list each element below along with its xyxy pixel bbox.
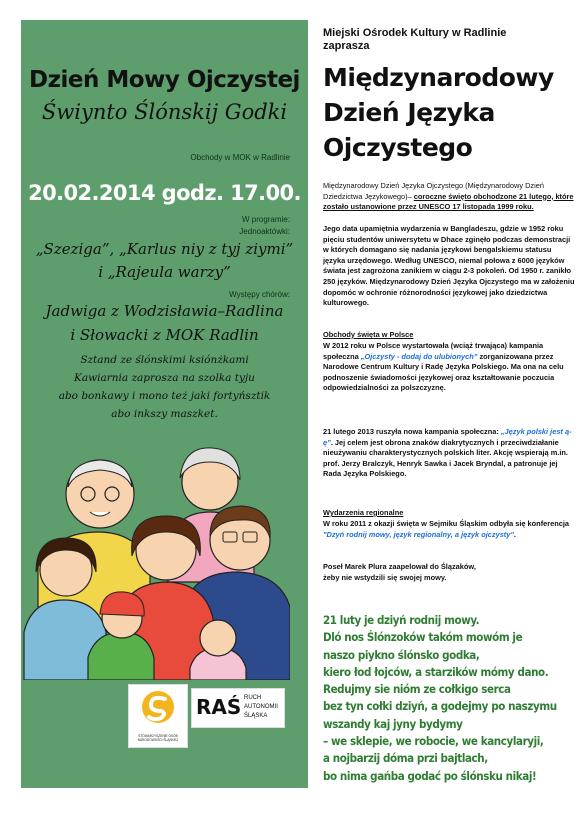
venue-note: Obchody w MOK w Radlinie <box>190 153 290 162</box>
silesian-poem <box>323 612 578 785</box>
poem-line: bo nima gańba godać po ślónsku nikaj! <box>323 768 537 783</box>
choir-2: i Słowacki z MOK Radlin <box>70 326 259 344</box>
main-title-line-3: Ojczystego <box>323 133 473 162</box>
poem-line: bez tyn cołki dziyń, a godejmy po naszymu <box>323 699 557 714</box>
poem-line: – we sklepie, we robocie, we kancylaryji, <box>323 734 544 749</box>
heading-regional <box>323 508 575 519</box>
event-subtitle: Świynto Ślónskij Godki <box>41 100 288 124</box>
poem-line: a nojbarzij dóma przi bajtlach, <box>323 751 488 766</box>
definition-text: Międzynarodowy Dzień Języka Ojczystego (Międzynarodowy Dzień Dziedzictwa Językowego)– <box>323 181 544 201</box>
ras-line-2: AUTONOMII <box>244 704 278 710</box>
choirs-label: Występy chórów: <box>229 290 290 299</box>
ras-logo <box>191 688 285 728</box>
heading-regional-text: Wydarzenia regionalne <box>323 508 404 517</box>
ras-letters: RAŚ <box>196 695 242 719</box>
poem-line: Dló nos Ślónzoków takóm mowóm je <box>323 630 523 645</box>
poem-line: kiero łod łojców, a starzików mómy dano. <box>323 664 549 679</box>
choir-1: Jadwiga z Wodzisławia–Radlina <box>45 302 284 320</box>
note-3: abo bonkawy i mono też jaki fortyńsztik <box>58 390 271 402</box>
conference-end: . <box>513 529 516 539</box>
ras-line-3: ŚLĄSKA <box>244 713 268 719</box>
logo1-caption: STOWARZYSZENIE OSÓB NARODOWOŚCI ŚLĄSKIEJ <box>137 734 179 742</box>
conference-name: "Dzyń rodnij mowy, język regionalny, a język ojczysty" <box>323 529 514 539</box>
poem-line: wszandy kaj jyny bydymy <box>323 716 463 731</box>
history-text: Jego data upamiętnia wydarzenia w Bangladeszu, gdzie w 1952 roku pięciu studentów uniwersytetu w Dhace zginęło podczas demonstracji w których domagano się nadania językowi bengalskiemu statusu języka urzędowego. Według UNESCO, niemal połowa z 6000 języków świata jest zagrożona zanikiem w ciągu 2-3 pokoleń. Od 1950 r. zanikło 250 języków. Międzynarodowy Dzień Języka Ojczystego ma w założeniu dopomóc w ochronie różnorodności językowej jako dziedzictwa kulturowego. <box>323 224 575 308</box>
plura-text: Poseł Marek Plura zaapelował do Ślązaków, żeby nie wstydzili się swojej mowy. <box>323 562 476 582</box>
campaign-2012-name: „Ojczysty - dodaj do ulubionych” <box>360 351 478 361</box>
family-illustration <box>18 432 290 680</box>
campaign-2013-rest: . Jej celem jest obrona znaków diakrytycznych i przeciwdziałanie nieużywaniu charakterystycznych polskich liter. Akcję wspierają m.in. prof. Jerzy Bralczyk, Henryk Sawka i Jacek Bryndal, a patronuje jej Rada Języka Polskiego. <box>323 437 568 479</box>
event-title: Dzień Mowy Ojczystej <box>29 67 300 93</box>
paragraph-history <box>323 224 575 309</box>
campaign-2012-intro: W 2012 roku w Polsce wystartowała (wciąż trwająca) kampania społeczna <box>323 341 544 361</box>
main-title-line-1: Międzynarodowy <box>323 63 554 92</box>
campaign-2013-name: „Język polski jest ą-ę” <box>323 427 572 447</box>
paragraph-conference <box>323 519 575 540</box>
paragraph-campaign-2012 <box>323 341 575 394</box>
heading-poland <box>323 330 575 341</box>
plays-line-2: i „Rajeula warzy” <box>98 263 231 281</box>
definition-date: coroczne święto obchodzone 21 lutego, które zostało ustanowione przez UNESCO 17 listopada 1999 roku. <box>323 191 574 212</box>
paragraph-plura <box>323 562 483 583</box>
conference-intro: W roku 2011 z okazji święta w Sejmiku Śląskim odbyła się konferencja <box>323 519 570 528</box>
note-2: Kawiarnia zaprosza na szolka tyju <box>74 372 255 384</box>
paragraph-definition <box>323 181 575 213</box>
actors-label: Jednoaktówki: <box>239 227 290 236</box>
organizer-intro <box>323 27 506 53</box>
heading-poland-text: Obchody święta w Polsce <box>323 330 414 339</box>
main-title <box>323 60 573 165</box>
campaign-2012-rest: zorganizowana przez Narodowe Centrum Kultury i Radę Języka Polskiego. Ma ona na celu podnoszenie świadomości językowej oraz kształtowanie poczucia odpowiedzialności za polszczyznę. <box>323 351 564 393</box>
note-1: Sztand ze ślónskimi ksiónżkami <box>80 354 249 366</box>
poem-line: Redujmy sie nióm ze cołkigo serca <box>323 682 511 697</box>
event-date: 20.02.2014 godz. 17.00. <box>28 181 301 205</box>
stowarzyszenie-logo <box>128 684 188 748</box>
poem-line: naszo piykno ślónsko godka, <box>323 647 480 662</box>
invites-text: zaprasza <box>323 40 370 52</box>
program-label: W programie: <box>241 215 290 224</box>
plays-line-1: „Szeziga”, „Karlus niy z tyj ziymi” <box>35 240 294 258</box>
campaign-2013-intro: 21 lutego 2013 ruszyła nowa kampania społeczna: <box>323 427 501 436</box>
organizer-name: Miejski Ośrodek Kultury w Radlinie <box>323 27 507 39</box>
poem-line: 21 luty je dziyń rodnij mowy. <box>323 613 480 627</box>
sons-emblem-icon <box>129 685 187 729</box>
ras-line-1: RUCH <box>244 695 262 701</box>
main-title-line-2: Dzień Języka <box>323 98 495 127</box>
paragraph-campaign-2013 <box>323 427 575 480</box>
note-4: abo inkszy maszket. <box>111 408 218 420</box>
